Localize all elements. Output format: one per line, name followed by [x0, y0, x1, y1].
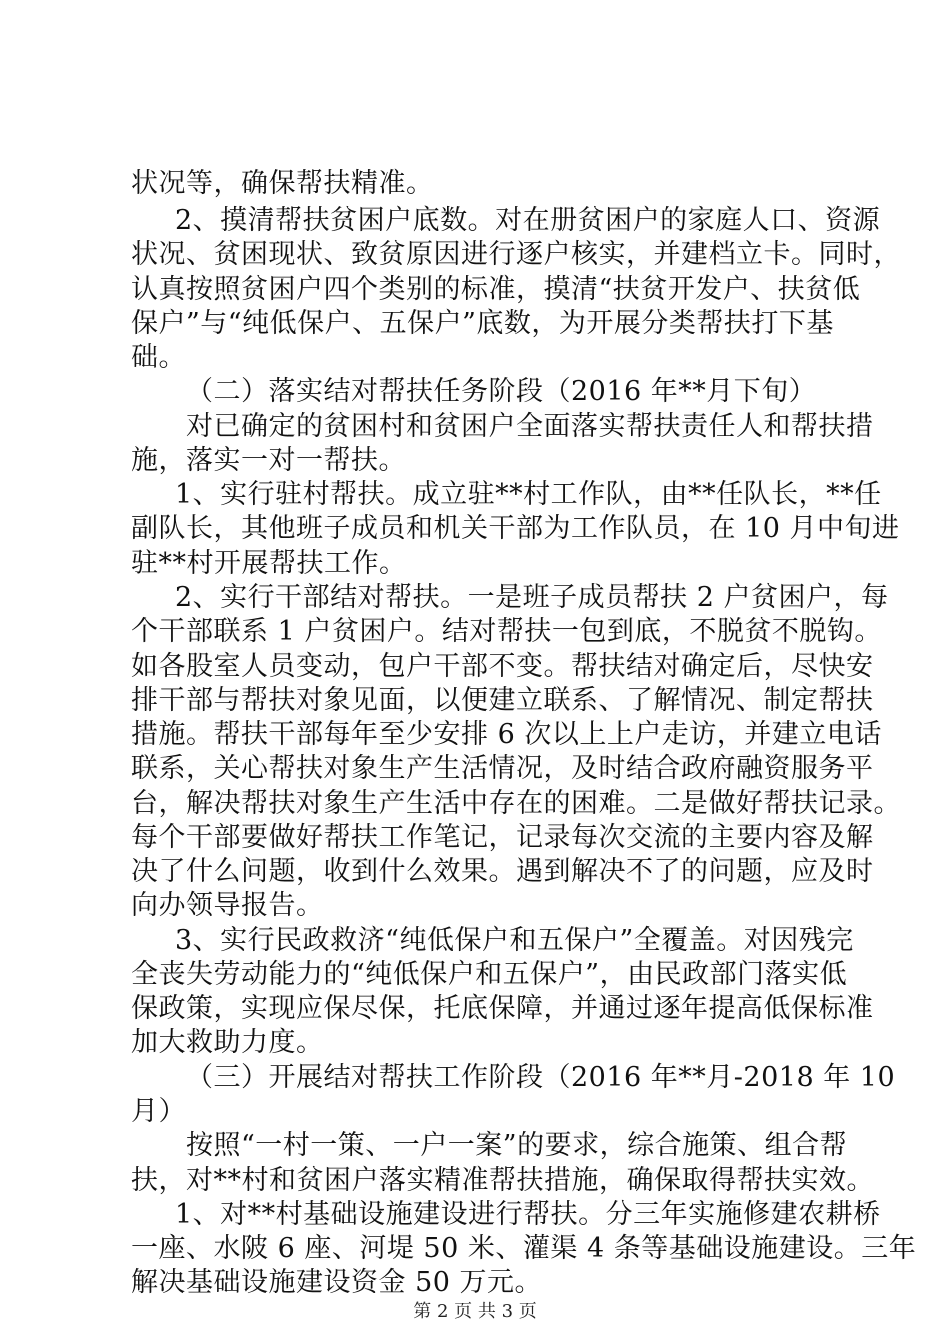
body-line: 保政策，实现应保尽保，托底保障，并通过逐年提高低保标准 [131, 993, 874, 1024]
body-line: 个干部联系 1 户贫困户。结对帮扶一包到底，不脱贫不脱钩。 [131, 616, 882, 647]
body-line: 月） [131, 1096, 186, 1127]
body-line: 一座、水陂 6 座、河堤 50 米、灌渠 4 条等基础设施建设。三年 [131, 1233, 917, 1264]
body-line: 向办领导报告。 [131, 890, 324, 921]
body-line: 状况、贫困现状、致贫原因进行逐户核实，并建档立卡。同时， [131, 239, 901, 270]
body-line: 排干部与帮扶对象见面，以便建立联系、了解情况、制定帮扶 [131, 685, 874, 716]
body-line: 措施。帮扶干部每年至少安排 6 次以上上户走访，并建立电话 [131, 719, 882, 750]
section-heading: （二）落实结对帮扶任务阶段（2016 年**月下旬） [186, 376, 817, 407]
body-line: 全丧失劳动能力的“纯低保户和五保户”，由民政部门落实低 [131, 959, 848, 990]
body-line: 施，落实一对一帮扶。 [131, 445, 406, 476]
body-line: 副队长，其他班子成员和机关干部为工作队员，在 10 月中旬进 [131, 513, 900, 544]
paragraph-line: 按照“一村一策、一户一案”的要求，综合施策、组合帮 [186, 1130, 848, 1161]
body-line: 决了什么问题，收到什么效果。遇到解决不了的问题，应及时 [131, 856, 874, 887]
body-line: 解决基础设施建设资金 50 万元。 [131, 1267, 543, 1298]
body-line: 联系，关心帮扶对象生产生活情况，及时结合政府融资服务平 [131, 753, 874, 784]
paragraph-line: 2、实行干部结对帮扶。一是班子成员帮扶 2 户贫困户，每 [175, 582, 889, 613]
body-line: 础。 [131, 342, 186, 373]
paragraph-line: 2、摸清帮扶贫困户底数。对在册贫困户的家庭人口、资源 [175, 205, 881, 236]
paragraph-line: 对已确定的贫困村和贫困户全面落实帮扶责任人和帮扶措 [186, 411, 874, 442]
paragraph-line: 1、对**村基础设施建设进行帮扶。分三年实施修建农耕桥 [175, 1199, 881, 1230]
page-footer: 第 2 页 共 3 页 [413, 1301, 537, 1322]
body-line: 加大救助力度。 [131, 1027, 324, 1058]
body-line: 驻**村开展帮扶工作。 [131, 548, 407, 579]
body-line: 如各股室人员变动，包户干部不变。帮扶结对确定后，尽快安 [131, 651, 874, 682]
section-heading: （三）开展结对帮扶工作阶段（2016 年**月-2018 年 10 [186, 1062, 896, 1093]
body-line: 台，解决帮扶对象生产生活中存在的困难。二是做好帮扶记录。 [131, 788, 901, 819]
body-line: 认真按照贫困户四个类别的标准，摸清“扶贫开发户、扶贫低 [131, 274, 861, 305]
body-line: 状况等，确保帮扶精准。 [131, 168, 434, 199]
body-line: 每个干部要做好帮扶工作笔记，记录每次交流的主要内容及解 [131, 822, 874, 853]
body-line: 扶，对**村和贫困户落实精准帮扶措施，确保取得帮扶实效。 [131, 1165, 874, 1196]
paragraph-line: 1、实行驻村帮扶。成立驻**村工作队，由**任队长，**任 [175, 479, 882, 510]
body-line: 保户”与“纯低保户、五保户”底数，为开展分类帮扶打下基 [131, 308, 834, 339]
paragraph-line: 3、实行民政救济“纯低保户和五保户”全覆盖。对因残完 [175, 925, 854, 956]
